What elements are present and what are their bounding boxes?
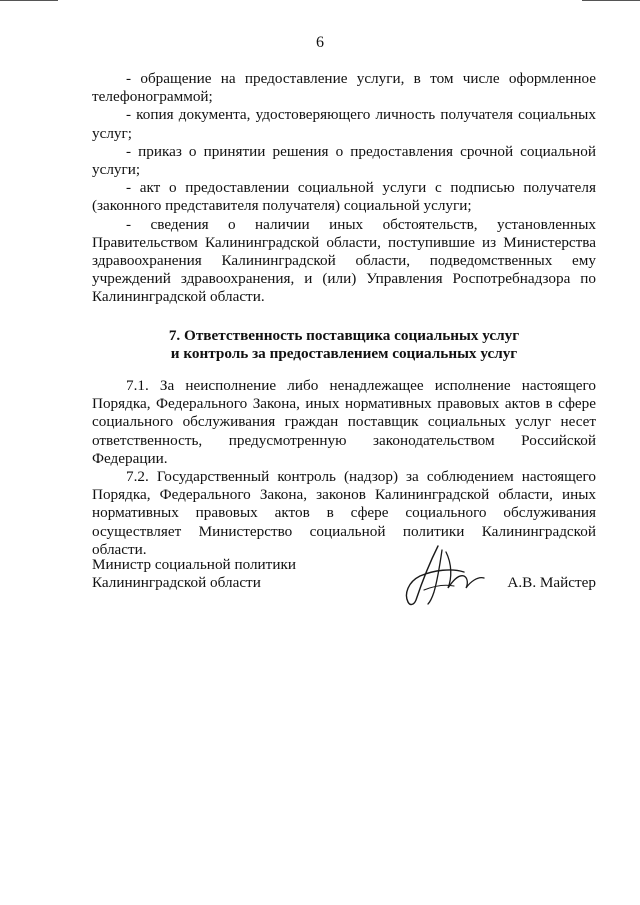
scan-corner-mark-left [0, 0, 58, 1]
signatory-position [92, 556, 296, 592]
signatory-position-line-2: Калининградской области [92, 574, 261, 592]
list-item: - приказ о принятии решения о предоставления срочной социальной услуги; [92, 142, 596, 179]
signatory-name: А.В. Майстер [507, 574, 596, 591]
signatory-position-line-1: Министр социальной политики [92, 556, 296, 573]
section-heading-line-1: 7. Ответственность поставщика социальных услуг [168, 326, 520, 344]
section-paragraph: 7.1. За неисполнение либо ненадлежащее исполнение настоящего Порядка, Федерального Закона, иных нормативных правовых актов в сфере социального обслуживания граждан поставщик социальных услуг несет ответственность, предусмотренную законодательством Российской Федерации. [92, 377, 596, 467]
section-paragraph: 7.2. Государственный контроль (надзор) за соблюдением настоящего Порядка, Федерального Закона, законов Калининградской области, иных нормативных правовых актов в сфере социального обслуживания осуществляет Министерство социальной политики Калининградской области. [92, 468, 596, 558]
list-item: - обращение на предоставление услуги, в том числе оформленное телефонограммой; [92, 70, 596, 106]
list-item: - копия документа, удостоверяющего личность получателя социальных услуг; [92, 106, 596, 142]
list-item: - акт о предоставлении социальной услуги с подписью получателя (законного представителя получателя) социальной услуги; [92, 179, 596, 215]
list-item: - сведения о наличии иных обстоятельств, установленных Правительством Калининградской области, поступившие из Министерства здравоохранения Калининградской области, подведомственных ему учреждений здравоохранения, и (или) Управления Роспотребнадзора по Калининградской области. [92, 215, 596, 306]
scan-corner-mark-right [582, 0, 640, 1]
document-body [92, 70, 596, 559]
section-heading-line-2: и контроль за предоставлением социальных услуг [170, 344, 518, 362]
section-heading [92, 327, 596, 363]
handwritten-signature [394, 542, 494, 608]
page-number: 6 [316, 34, 324, 51]
